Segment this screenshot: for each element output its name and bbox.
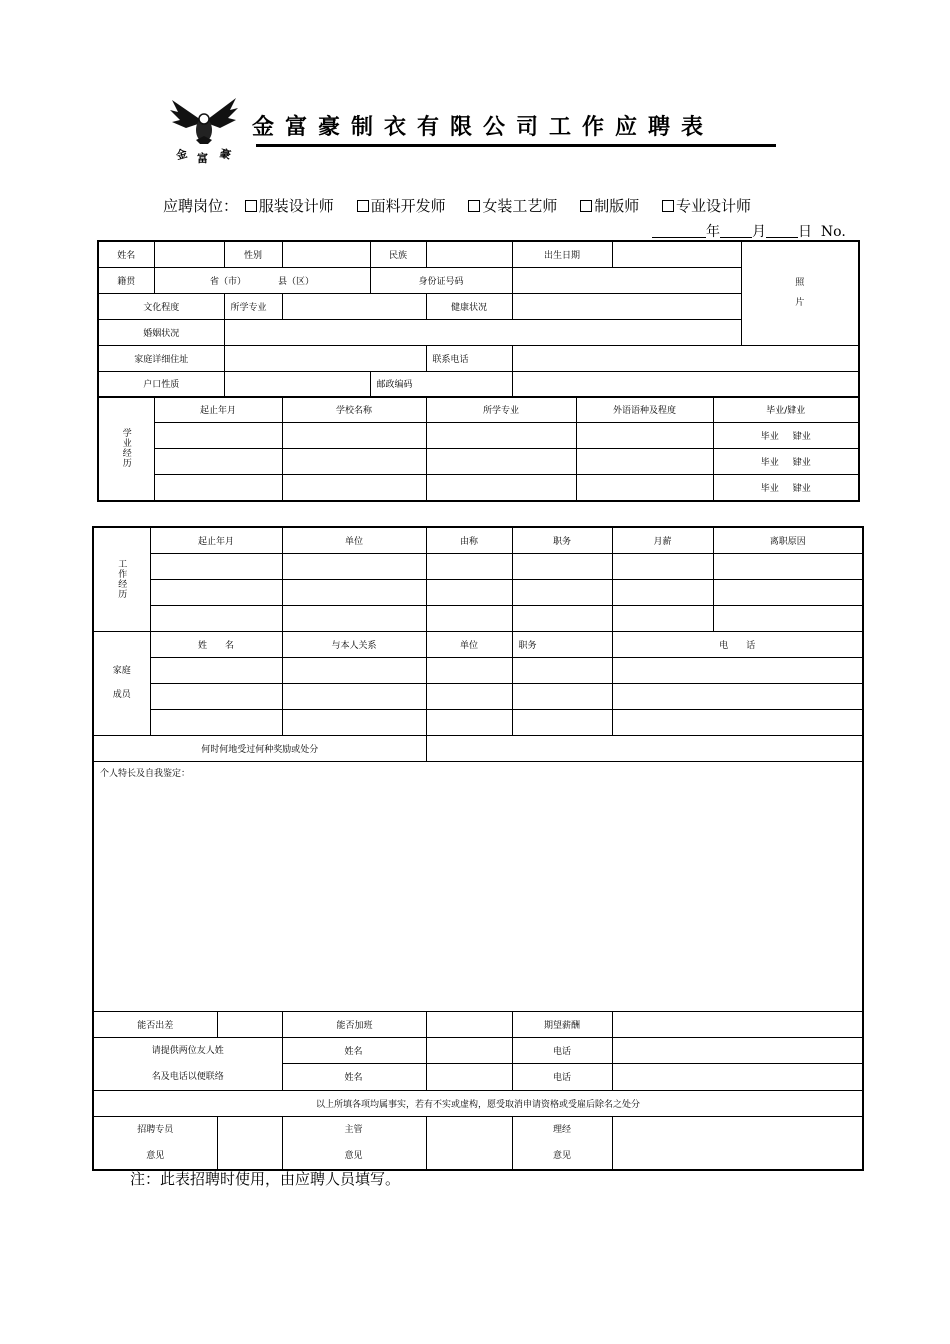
day-blank[interactable] (766, 224, 798, 238)
education-table (97, 396, 860, 502)
work-family-table (92, 526, 864, 1171)
ref2-phone-label: 电话 (512, 1064, 612, 1091)
travel-field[interactable] (217, 1011, 282, 1037)
family-header-relation: 与本人关系 (282, 631, 426, 657)
grad-status[interactable]: 毕业 肄业 (713, 423, 859, 449)
title-underline (256, 144, 776, 147)
number-label: No. (820, 224, 846, 240)
salary-field[interactable] (612, 1011, 863, 1037)
manager-opinion-label: 理经 意见 (512, 1116, 612, 1170)
work-header-salary: 月薪 (612, 527, 713, 553)
ref1-phone-field[interactable] (612, 1037, 863, 1064)
work-section-label: 工作经历 (93, 527, 150, 631)
phone-label: 联系电话 (426, 345, 512, 371)
study-header-major: 所学专业 (426, 397, 576, 423)
manager-opinion-field[interactable] (612, 1116, 863, 1170)
table-row (93, 657, 863, 683)
checkbox[interactable] (468, 200, 480, 212)
declaration: 以上所填各项均属事实，若有不实或虚构，愿受取消申请资格或受雇后除名之处分 (93, 1090, 863, 1116)
major-label: 所学专业 (224, 293, 282, 319)
ref1-name-field[interactable] (426, 1037, 512, 1064)
family-header-name: 姓 名 (150, 631, 282, 657)
refs-label: 请提供两位友人姓 名及电话以便联络 (93, 1037, 282, 1090)
ref1-name-label: 姓名 (282, 1037, 426, 1064)
grad-status[interactable]: 毕业 肄业 (713, 475, 859, 501)
month-blank[interactable] (720, 224, 752, 238)
address-field[interactable] (224, 345, 426, 371)
gender-label: 性别 (224, 241, 282, 267)
postcode-label: 邮政编码 (370, 371, 512, 397)
supervisor-opinion-field[interactable] (426, 1116, 512, 1170)
work-header-period: 起止年月 (150, 527, 282, 553)
study-section-label: 学业经历 (98, 397, 154, 501)
name-label: 姓名 (98, 241, 154, 267)
overtime-field[interactable] (426, 1011, 512, 1037)
table-row (98, 423, 859, 449)
phone-field[interactable] (512, 345, 859, 371)
family-section-label: 家庭 成员 (93, 631, 150, 735)
option-professional-designer[interactable]: 专业设计师 (662, 197, 751, 215)
education-label: 文化程度 (98, 293, 224, 319)
study-header-language: 外语语种及程度 (576, 397, 713, 423)
salary-label: 期望薪酬 (512, 1011, 612, 1037)
table-row (98, 475, 859, 501)
family-header-company: 单位 (426, 631, 512, 657)
checkbox[interactable] (245, 200, 257, 212)
major-field[interactable] (282, 293, 426, 319)
hr-opinion-label: 招聘专员 意见 (93, 1116, 217, 1170)
personal-info-table (97, 240, 860, 398)
grad-status[interactable]: 毕业 肄业 (713, 449, 859, 475)
ethnic-label: 民族 (370, 241, 426, 267)
table-row (93, 605, 863, 631)
marriage-label: 婚姻状况 (98, 319, 224, 345)
work-header-reason: 离职原因 (713, 527, 863, 553)
table-row (93, 683, 863, 709)
year-blank[interactable] (652, 224, 706, 238)
photo-box[interactable]: 照 片 (741, 241, 859, 345)
ethnic-field[interactable] (426, 241, 512, 267)
study-header-status: 毕业/肄业 (713, 397, 859, 423)
native-field[interactable]: 省（市） 县（区） (154, 267, 370, 293)
ref2-name-field[interactable] (426, 1064, 512, 1091)
work-header-title: 由称 (426, 527, 512, 553)
position-options (163, 195, 769, 216)
name-field[interactable] (154, 241, 224, 267)
id-number-label: 身份证号码 (370, 267, 512, 293)
marriage-field[interactable] (224, 319, 741, 345)
svg-text:豪: 豪 (218, 146, 233, 163)
study-header-period: 起止年月 (154, 397, 282, 423)
checkbox[interactable] (357, 200, 369, 212)
health-label: 健康状况 (426, 293, 512, 319)
birth-field[interactable] (612, 241, 741, 267)
form-title: 金富豪制衣有限公司工作应聘表 (252, 115, 715, 140)
work-header-position: 职务 (512, 527, 612, 553)
supervisor-opinion-label: 主管 意见 (282, 1116, 426, 1170)
self-assessment-label: 个人特长及自我鉴定： (100, 768, 191, 779)
native-label: 籍贯 (98, 267, 154, 293)
table-row (93, 709, 863, 735)
id-number-field[interactable] (512, 267, 741, 293)
awards-field[interactable] (426, 735, 863, 761)
travel-label: 能否出差 (93, 1011, 217, 1037)
option-fashion-designer[interactable]: 服装设计师 (245, 197, 334, 215)
study-header-school: 学校名称 (282, 397, 426, 423)
awards-label: 何时何地受过何种奖励或处分 (93, 735, 426, 761)
birth-label: 出生日期 (512, 241, 612, 267)
gender-field[interactable] (282, 241, 370, 267)
svg-text:富: 富 (197, 152, 208, 164)
table-row (93, 579, 863, 605)
svg-text:金: 金 (174, 146, 189, 163)
family-header-phone: 电 话 (612, 631, 863, 657)
date-line: 年 月 日 No. (652, 221, 846, 241)
table-row (98, 449, 859, 475)
hukou-field[interactable] (224, 371, 370, 397)
ref2-phone-field[interactable] (612, 1064, 863, 1091)
postcode-field[interactable] (512, 371, 859, 397)
ref1-phone-label: 电话 (512, 1037, 612, 1064)
health-field[interactable] (512, 293, 741, 319)
hukou-label: 户口性质 (98, 371, 224, 397)
checkbox[interactable] (580, 200, 592, 212)
eagle-logo (168, 92, 240, 164)
option-womenswear-technician[interactable]: 女装工艺师 (468, 197, 557, 215)
option-fabric-developer[interactable]: 面料开发师 (357, 197, 446, 215)
work-header-company: 单位 (282, 527, 426, 553)
option-pattern-maker[interactable]: 制版师 (580, 197, 639, 215)
family-header-position: 职务 (512, 631, 612, 657)
footer-note: 注：此表招聘时使用，由应聘人员填写。 (130, 1170, 401, 1188)
self-assessment-area[interactable] (93, 761, 863, 1011)
overtime-label: 能否加班 (282, 1011, 426, 1037)
table-row (93, 553, 863, 579)
address-label: 家庭详细住址 (98, 345, 224, 371)
hr-opinion-field[interactable] (217, 1116, 282, 1170)
checkbox[interactable] (662, 200, 674, 212)
position-label: 应聘岗位： (163, 197, 239, 215)
ref2-name-label: 姓名 (282, 1064, 426, 1091)
